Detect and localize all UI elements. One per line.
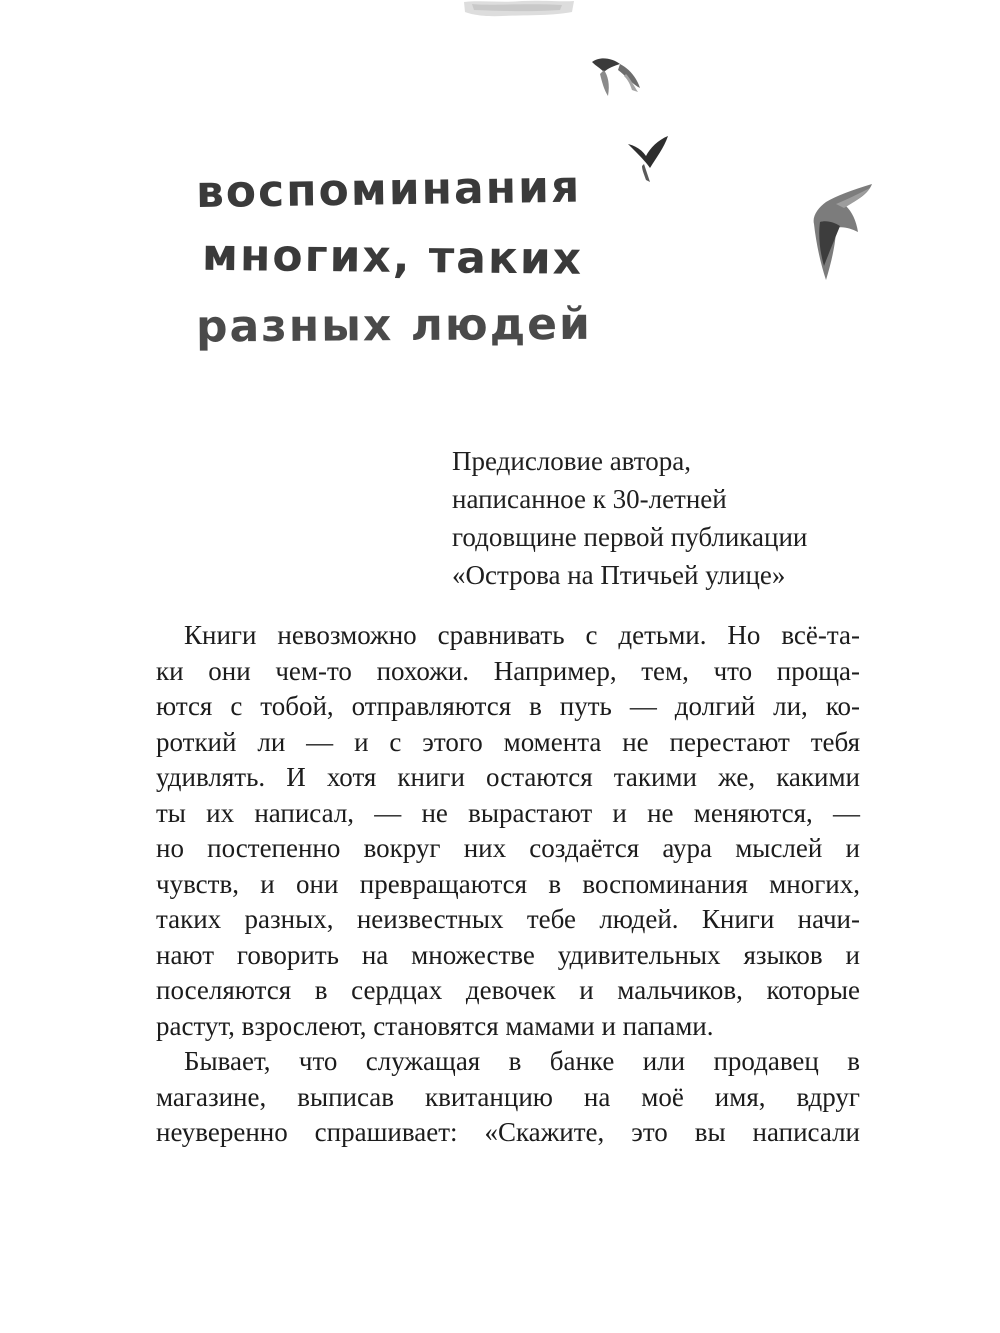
text-line: магазине, выписав квитанцию на моё имя, вдруг <box>156 1081 860 1112</box>
text-line: чувств, и они превращаются в воспоминания многих, <box>156 868 860 899</box>
epigraph-line: годовщине первой публикации <box>452 522 808 552</box>
text-line: ты их написал, — не вырастают и не меняются, — <box>156 797 860 828</box>
text-line: нают говорить на множестве удивительных языков и <box>156 939 860 970</box>
chapter-title-line: многих, таких <box>201 229 584 285</box>
paint-smudge-icon <box>462 0 576 18</box>
bird-icon <box>586 52 646 104</box>
paragraph <box>156 618 860 1044</box>
text-line: но постепенно вокруг них создаётся аура мыслей и <box>156 833 860 863</box>
chapter-title-line: разных людей <box>195 298 593 353</box>
epigraph <box>452 442 872 594</box>
text-line: роткий ли — и с этого момента не перестают тебя <box>156 726 860 757</box>
bird-icon <box>624 132 674 184</box>
text-line: неуверенно спрашивает: «Скажите, это вы написали <box>156 1117 860 1147</box>
text-line: растут, взрослеют, становятся мамами и папами. <box>156 1010 714 1041</box>
epigraph-line: Предисловие автора, <box>452 446 691 476</box>
paragraph <box>156 1044 860 1151</box>
bird-icon <box>806 182 878 286</box>
chapter-title-line: воспоминания <box>195 161 582 218</box>
body-text <box>156 618 860 1151</box>
text-line: ются с тобой, отправляются в путь — долгий ли, ко- <box>156 691 860 721</box>
epigraph-line: «Острова на Птичьей улице» <box>452 560 786 590</box>
text-line: ки они чем-то похожи. Например, тем, что проща- <box>156 655 860 686</box>
chapter-title <box>196 156 626 360</box>
text-line: таких разных, неизвестных тебе людей. Книги начи- <box>156 904 860 934</box>
text-line: поселяются в сердцах девочек и мальчиков, которые <box>156 975 860 1005</box>
text-line: Книги невозможно сравнивать с детьми. Но всё-та- <box>184 620 860 650</box>
text-line: Бывает, что служащая в банке или продавец в <box>184 1046 860 1076</box>
epigraph-line: написанное к 30-летней <box>452 484 727 514</box>
text-line: удивлять. И хотя книги остаются такими же, какими <box>156 762 860 792</box>
